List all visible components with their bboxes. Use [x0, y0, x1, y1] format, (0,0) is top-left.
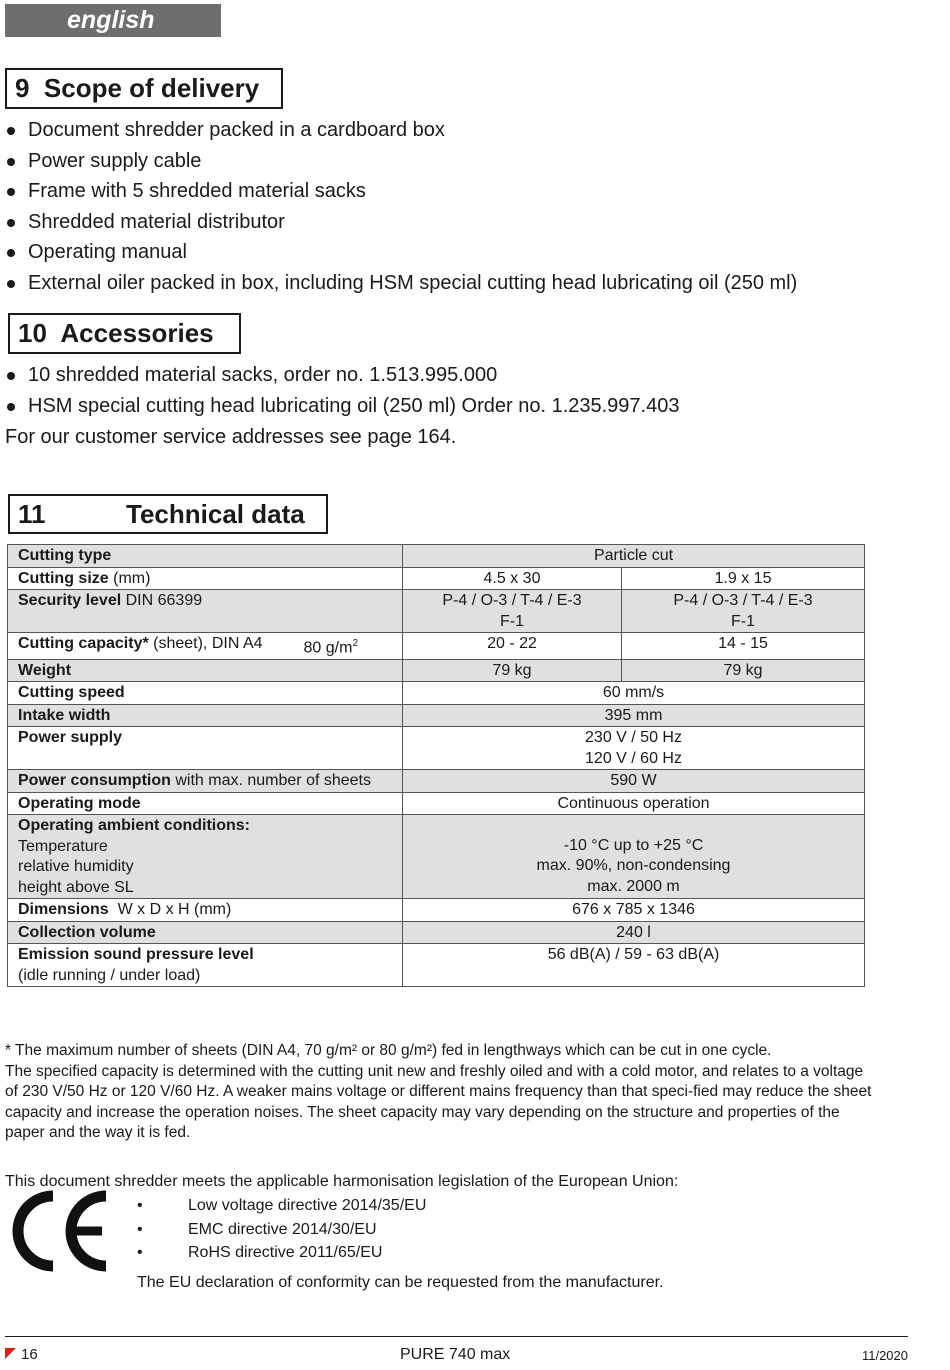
list-item — [5, 207, 797, 238]
footer-date: 11/2020 — [861, 1348, 908, 1363]
bullet-icon — [7, 188, 15, 196]
directive-text: Low voltage directive 2014/35/EU — [188, 1197, 427, 1214]
row-label: Emission sound pressure level (idle running / under load) — [8, 944, 403, 987]
section-heading-accessories — [8, 313, 241, 354]
list-item-text: 10 shredded material sacks, order no. 1.513.995.000 — [28, 364, 498, 386]
row-value: Particle cut — [403, 545, 865, 568]
list-item-text: Frame with 5 shredded material sacks — [28, 180, 366, 203]
table-row — [8, 704, 865, 727]
section-heading-technical-data — [8, 494, 328, 534]
section-title: Scope of delivery — [43, 73, 260, 103]
eu-conformity-note: The EU declaration of conformity can be requested from the manufacturer. — [137, 1274, 664, 1291]
bullet-icon — [7, 403, 15, 411]
row-value: 60 mm/s — [403, 682, 865, 705]
bullet-icon — [7, 158, 15, 166]
row-value: 79 kg — [403, 659, 622, 682]
capacity-footnote — [5, 1041, 875, 1144]
row-label: Cutting speed — [8, 682, 403, 705]
row-label: Cutting type — [8, 545, 403, 568]
language-tab: english — [5, 4, 221, 37]
section-number: 10 — [18, 318, 47, 348]
row-value: 56 dB(A) / 59 - 63 dB(A) — [403, 944, 865, 987]
list-item — [5, 391, 679, 422]
list-item — [5, 360, 679, 391]
table-row — [8, 590, 865, 633]
row-value: 590 W — [403, 770, 865, 793]
eu-compliance-intro: This document shredder meets the applicable harmonisation legislation of the European Union: — [5, 1173, 679, 1190]
row-value: 1.9 x 15 — [622, 567, 865, 590]
row-label: Power supply — [8, 727, 403, 770]
row-value: 20 - 22 — [403, 633, 622, 660]
list-item-text: Power supply cable — [28, 149, 202, 172]
row-value: 230 V / 50 Hz 120 V / 60 Hz — [403, 727, 865, 770]
table-row — [8, 815, 865, 899]
list-item — [5, 115, 797, 146]
list-item-text: Shredded material distributor — [28, 210, 285, 233]
bullet-icon — [7, 219, 15, 227]
row-value: 79 kg — [622, 659, 865, 682]
row-label: 80 $g/m^2$ Cutting capacity* (sheet), DIN A4 — [8, 633, 403, 660]
row-value: Continuous operation — [403, 792, 865, 815]
table-row — [8, 792, 865, 815]
table-row — [8, 944, 865, 987]
row-value: 14 - 15 — [622, 633, 865, 660]
footer-model-name: PURE 740 max — [400, 1346, 511, 1363]
page-corner-flag-icon — [5, 1348, 16, 1359]
list-item — [5, 176, 797, 207]
row-value: 240 l — [403, 921, 865, 944]
row-value: 4.5 x 30 — [403, 567, 622, 590]
eu-directives-list — [137, 1194, 426, 1265]
list-item-text: External oiler packed in box, including HSM special cutting head lubricating oil (250 ml) — [28, 271, 798, 294]
list-item — [5, 146, 797, 177]
row-value: P-4 / O-3 / T-4 / E-3 F-1 — [403, 590, 622, 633]
list-item — [137, 1194, 426, 1218]
row-label: Operating mode — [8, 792, 403, 815]
table-row — [8, 545, 865, 568]
technical-data-table — [7, 544, 865, 987]
list-item-text: HSM special cutting head lubricating oil (250 ml) Order no. 1.235.997.403 — [28, 394, 680, 417]
scope-of-delivery-list — [5, 115, 797, 299]
row-label: Power consumption with max. number of sheets — [8, 770, 403, 793]
row-label: Dimensions W x D x H (mm) — [8, 899, 403, 922]
ce-mark-icon — [8, 1190, 110, 1272]
row-label: Weight — [8, 659, 403, 682]
table-row — [8, 567, 865, 590]
row-value: -10 °C up to +25 °C max. 90%, non-condensing max. 2000 m — [403, 815, 865, 899]
table-row — [8, 921, 865, 944]
footer-divider — [5, 1336, 908, 1337]
bullet-icon — [7, 372, 15, 380]
row-value: 676 x 785 x 1346 — [403, 899, 865, 922]
bullet-icon — [7, 280, 15, 288]
customer-service-note: For our customer service addresses see page 164. — [5, 426, 457, 448]
section-title: Accessories — [60, 318, 214, 348]
list-item — [5, 237, 797, 268]
bullet-icon — [7, 127, 15, 135]
list-item-text: Document shredder packed in a cardboard box — [28, 119, 445, 141]
row-value: P-4 / O-3 / T-4 / E-3 F-1 — [622, 590, 865, 633]
list-item — [5, 268, 797, 299]
bullet-icon: • — [137, 1197, 143, 1214]
row-label: Intake width — [8, 704, 403, 727]
section-number: 9 — [15, 73, 30, 103]
list-item — [137, 1241, 426, 1265]
row-label: Operating ambient conditions: Temperature relative humidity height above SL — [8, 815, 403, 899]
directive-text: RoHS directive 2011/65/EU — [188, 1244, 383, 1261]
bullet-icon: • — [137, 1244, 143, 1261]
row-label: Security level DIN 66399 — [8, 590, 403, 633]
row-value: 395 mm — [403, 704, 865, 727]
bullet-icon — [7, 249, 15, 257]
table-row — [8, 633, 865, 660]
section-number: 11 — [18, 499, 46, 529]
footnote-line: * The maximum number of sheets (DIN A4, 70 g/m² or 80 g/m²) fed in lengthways which can be cut in one cycle. — [5, 1042, 772, 1059]
list-item-text: Operating manual — [28, 241, 187, 264]
accessories-list — [5, 360, 679, 421]
list-item — [137, 1218, 426, 1242]
section-title: Technical data — [126, 499, 305, 529]
bullet-icon: • — [137, 1220, 143, 1238]
table-row — [8, 727, 865, 770]
table-row — [8, 659, 865, 682]
paper-weight: 80 $g/m^2$ — [303, 638, 358, 657]
row-label: Cutting size (mm) — [8, 567, 403, 590]
section-heading-scope-of-delivery — [5, 68, 283, 109]
page-number: 16 — [21, 1346, 38, 1363]
table-row — [8, 682, 865, 705]
table-row — [8, 899, 865, 922]
directive-text: EMC directive 2014/30/EU — [188, 1220, 377, 1238]
footnote-text: The specified capacity is determined with the cutting unit new and freshly oiled and with a cold motor, and relates to a voltage of 230 V/50 Hz or 120 V/60 Hz. A weaker mains voltage or different mains frequency than that speci-fied may reduce the sheet capacity and increase the operation noises. The sheet capacity may vary depending on the structure and properties of the paper and the way it is fed. — [5, 1062, 872, 1141]
table-row — [8, 770, 865, 793]
row-label: Collection volume — [8, 921, 403, 944]
